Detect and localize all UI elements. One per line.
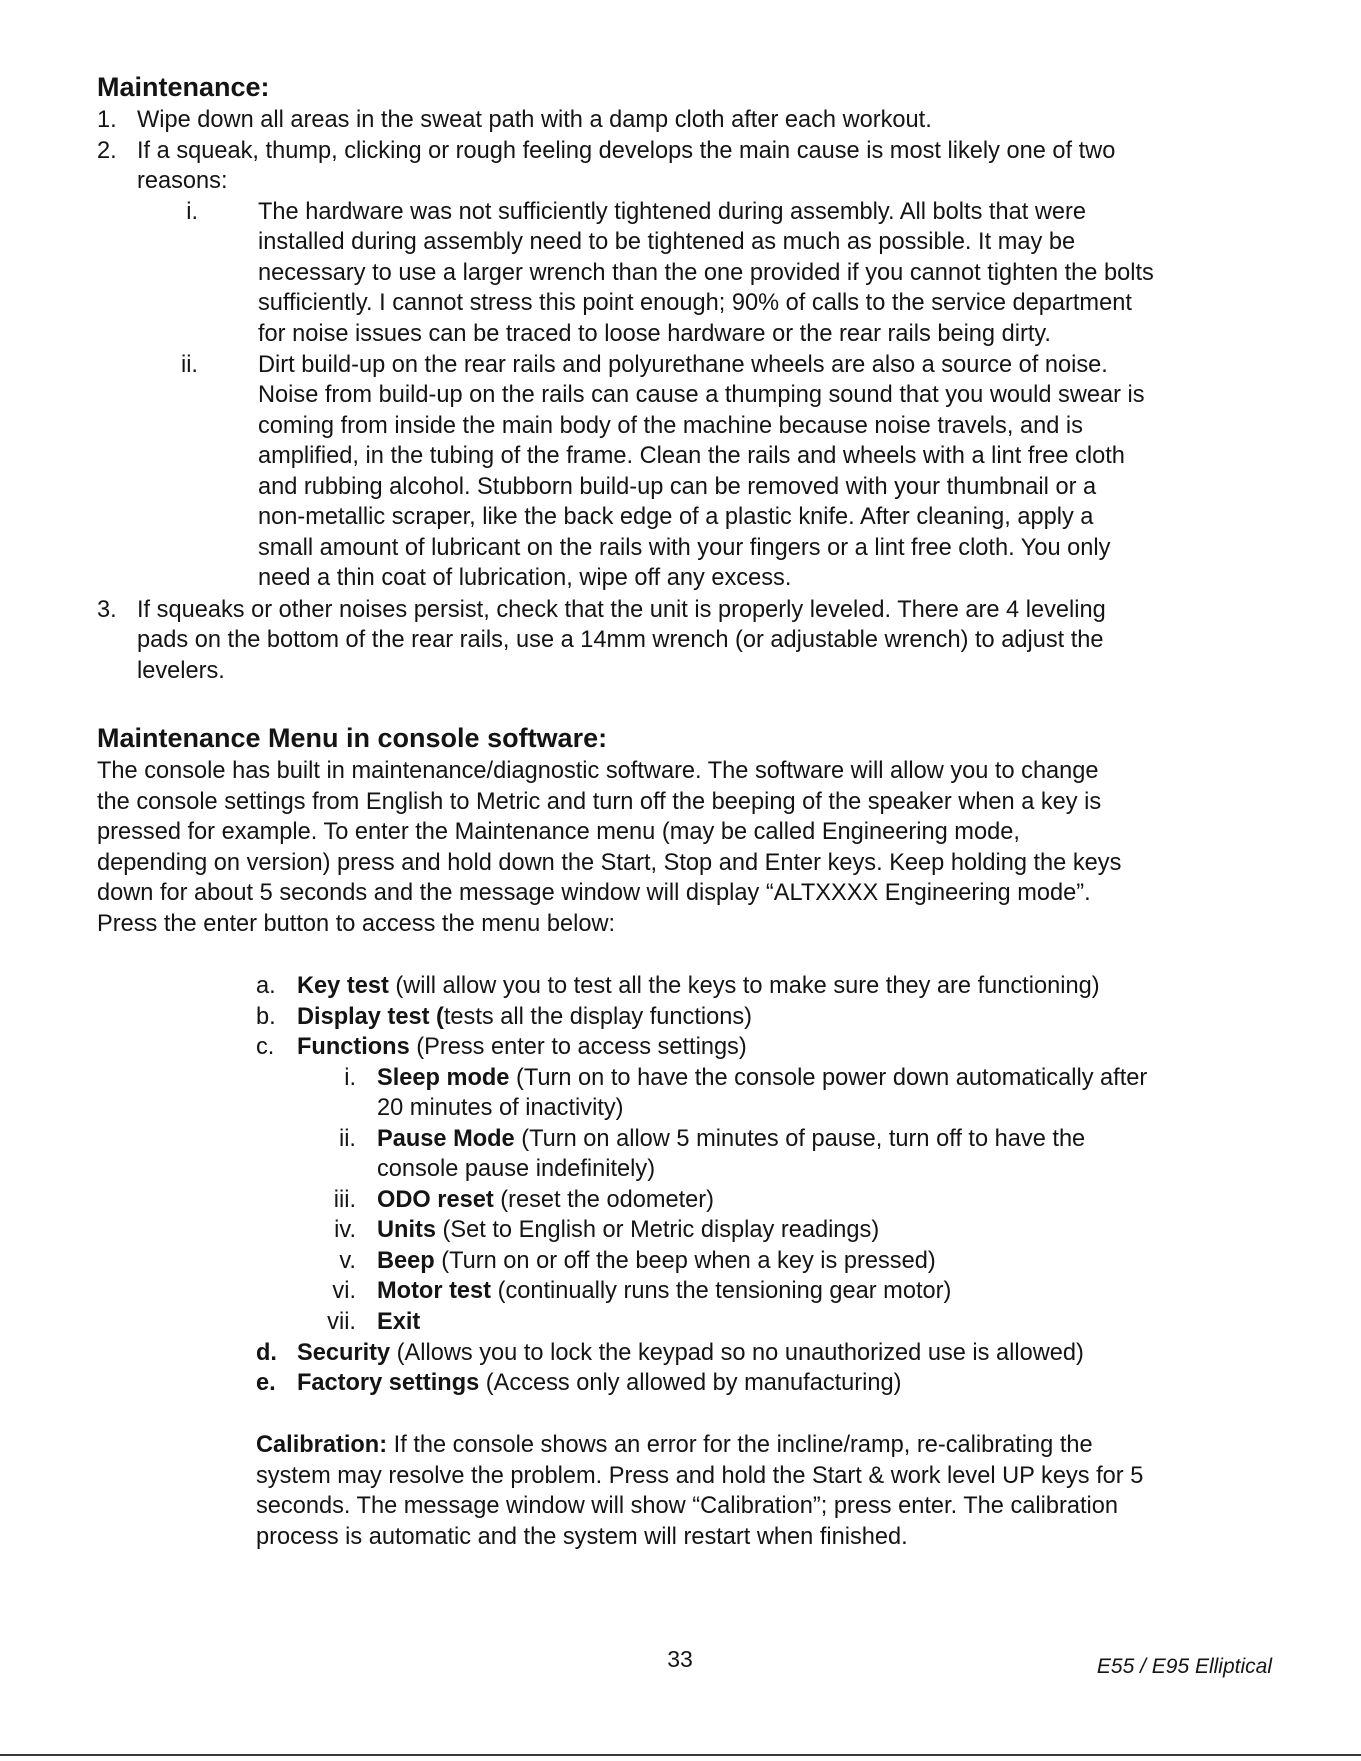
function-pause-mode: Pause Mode (Turn on allow 5 minutes of pause, turn off to have the (377, 1126, 1086, 1152)
subitem-ii-line: Noise from build-up on the rails can cause a thumping sound that you would swear is (258, 382, 1145, 408)
function-marker: iv. (334, 1217, 356, 1243)
calibration-line: process is automatic and the system will restart when finished. (256, 1524, 908, 1550)
menu-item-key-test: Key test (will allow you to test all the keys to make sure they are functioning) (297, 973, 1100, 999)
maintenance-item-2-line-2: reasons: (137, 168, 228, 194)
maintenance-item-3-line: levelers. (137, 658, 225, 684)
calibration-line-1: Calibration: If the console shows an error for the incline/ramp, re-calibrating the (256, 1432, 1093, 1458)
function-marker: vi. (332, 1278, 356, 1304)
menu-heading: Maintenance Menu in console software: (97, 723, 608, 753)
maintenance-item-2-line-1: If a squeak, thump, clicking or rough feeling develops the main cause is most likely one of two (137, 138, 1116, 164)
menu-marker: d. (256, 1340, 277, 1366)
subitem-ii-line: and rubbing alcohol. Stubborn build-up can be removed with your thumbnail or a (258, 474, 1097, 500)
function-marker: v. (339, 1248, 356, 1274)
calibration-line: seconds. The message window will show “Calibration”; press enter. The calibration (256, 1493, 1119, 1519)
subitem-ii-line: need a thin coat of lubrication, wipe off any excess. (258, 565, 792, 591)
menu-intro-line: down for about 5 seconds and the message window will display “ALTXXXX Engineering mode”. (97, 880, 1091, 906)
subitem-i-line: sufficiently. I cannot stress this point enough; 90% of calls to the service department (258, 290, 1132, 316)
page-bottom-rule (0, 1754, 1361, 1756)
maintenance-heading: Maintenance: (97, 72, 270, 102)
subitem-i-line: The hardware was not sufficiently tightened during assembly. All bolts that were (258, 199, 1086, 225)
list-marker: 2. (97, 138, 117, 164)
sublist-marker: ii. (180, 352, 198, 378)
function-marker: iii. (333, 1187, 356, 1213)
list-marker: 3. (97, 597, 117, 623)
page-number: 33 (667, 1646, 693, 1672)
function-marker: i. (344, 1065, 356, 1091)
menu-marker: e. (256, 1370, 276, 1396)
function-beep: Beep (Turn on or off the beep when a key is pressed) (377, 1248, 936, 1274)
menu-item-display-test: Display test (tests all the display functions) (297, 1004, 753, 1030)
subitem-i-line: installed during assembly need to be tightened as much as possible. It may be (258, 229, 1076, 255)
subitem-ii-line: amplified, in the tubing of the frame. Clean the rails and wheels with a lint free cloth (258, 443, 1125, 469)
maintenance-item-3-line: If squeaks or other noises persist, check that the unit is properly leveled. There are 4 leveling (137, 597, 1106, 623)
subitem-ii-line: small amount of lubricant on the rails with your fingers or a lint free cloth. You only (258, 535, 1111, 561)
subitem-ii-line: coming from inside the main body of the machine because noise travels, and is (258, 413, 1083, 439)
maintenance-item-3-line: pads on the bottom of the rear rails, use a 14mm wrench (or adjustable wrench) to adjust the (137, 627, 1104, 653)
function-odo-reset: ODO reset (reset the odometer) (377, 1187, 715, 1213)
menu-intro-line: Press the enter button to access the menu below: (97, 911, 616, 937)
sublist-marker: i. (186, 199, 198, 225)
menu-intro-line: depending on version) press and hold down the Start, Stop and Enter keys. Keep holding the keys (97, 850, 1122, 876)
model-name: E55 / E95 Elliptical (1096, 1655, 1272, 1678)
function-units: Units (Set to English or Metric display readings) (377, 1217, 880, 1243)
subitem-i-line: for noise issues can be traced to loose hardware or the rear rails being dirty. (258, 321, 1051, 347)
maintenance-item-1: Wipe down all areas in the sweat path with a damp cloth after each workout. (137, 107, 932, 133)
menu-intro-line: the console settings from English to Metric and turn off the beeping of the speaker when a key is (97, 789, 1102, 815)
menu-item-factory-settings: Factory settings (Access only allowed by manufacturing) (297, 1370, 902, 1396)
function-marker: vii. (327, 1309, 356, 1335)
function-pause-mode-cont: console pause indefinitely) (377, 1156, 656, 1182)
menu-intro-line: pressed for example. To enter the Maintenance menu (may be called Engineering mode, (97, 819, 1020, 845)
menu-intro-line: The console has built in maintenance/diagnostic software. The software will allow you to change (97, 758, 1099, 784)
menu-marker: b. (256, 1004, 276, 1030)
subitem-ii-line: Dirt build-up on the rear rails and polyurethane wheels are also a source of noise. (258, 352, 1108, 378)
calibration-line: system may resolve the problem. Press and hold the Start & work level UP keys for 5 (256, 1463, 1144, 1489)
function-sleep-mode-cont: 20 minutes of inactivity) (377, 1095, 624, 1121)
function-exit: Exit (377, 1309, 421, 1335)
subitem-ii-line: non-metallic scraper, like the back edge of a plastic knife. After cleaning, apply a (258, 504, 1094, 530)
menu-marker: a. (256, 973, 276, 999)
list-marker: 1. (97, 107, 117, 133)
menu-item-security: Security (Allows you to lock the keypad so no unauthorized use is allowed) (297, 1340, 1084, 1366)
menu-item-functions: Functions (Press enter to access settings) (297, 1034, 747, 1060)
function-sleep-mode: Sleep mode (Turn on to have the console power down automatically after (377, 1065, 1148, 1091)
menu-marker: c. (256, 1034, 275, 1060)
function-marker: ii. (338, 1126, 356, 1152)
subitem-i-line: necessary to use a larger wrench than the one provided if you cannot tighten the bolts (258, 260, 1154, 286)
function-motor-test: Motor test (continually runs the tensioning gear motor) (377, 1278, 952, 1304)
